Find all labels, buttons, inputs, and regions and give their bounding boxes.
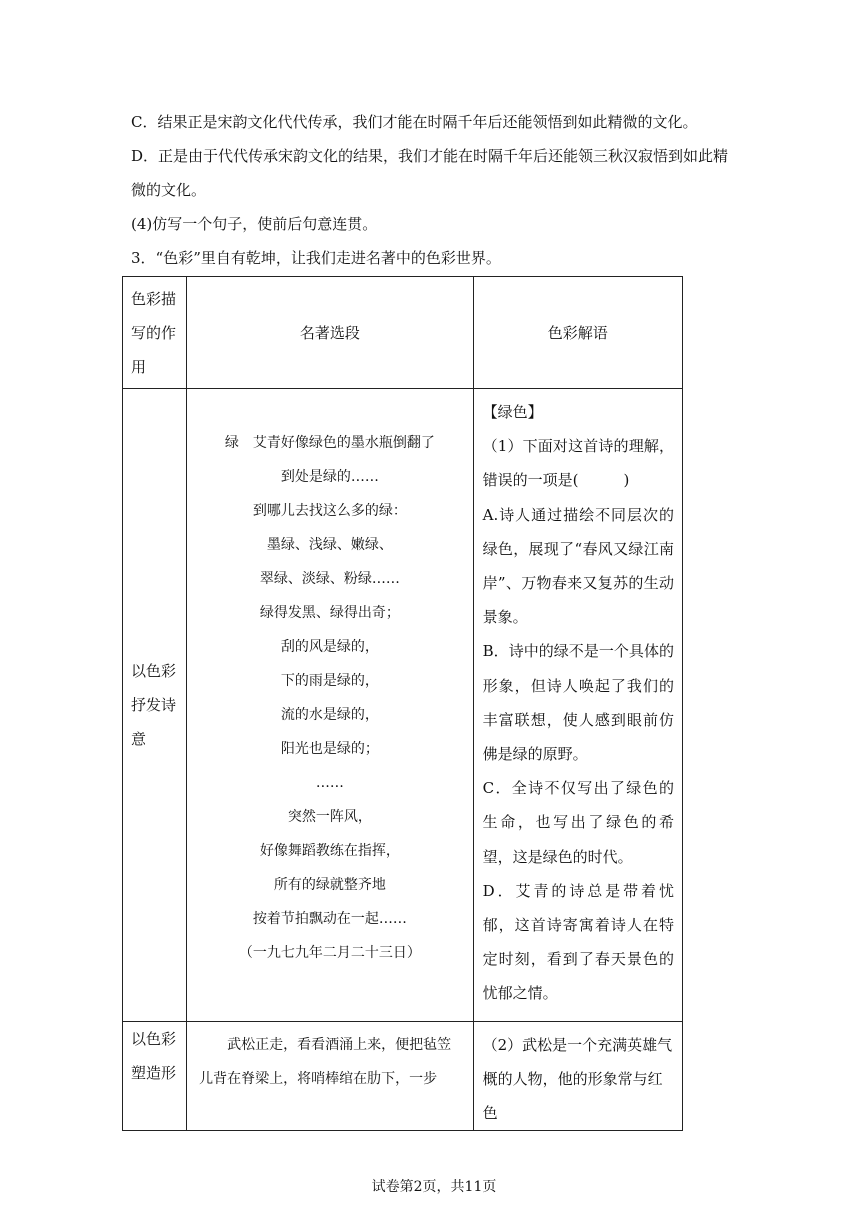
- green-interpretation: [473, 389, 682, 1022]
- poem-line: 流的水是绿的，: [280, 707, 379, 723]
- question-1-option-c: C．全诗不仅写出了绿色的生命，也写出了绿色的希望，这是绿色的时代。: [482, 779, 674, 866]
- header-interpretation: 色彩解语: [473, 277, 682, 389]
- row1-label: [123, 389, 187, 1022]
- poem-line: 到处是绿的……: [280, 469, 379, 485]
- poem-line: 刮的风是绿的，: [280, 639, 379, 655]
- color-analysis-table: [122, 276, 683, 1131]
- header-excerpt: 名著选段: [187, 277, 474, 389]
- poem-line: ……: [315, 775, 344, 791]
- poem-line: 好像舞蹈教练在指挥，: [259, 843, 400, 859]
- poem-line: 到哪儿去找这么多的绿：: [252, 503, 407, 519]
- row1-label-line: 以色彩: [131, 661, 177, 680]
- question-1-option-d: D．艾青的诗总是带着忧郁，这首诗寄寓着诗人在特定时刻，看到了春天景色的忧郁之情。: [482, 881, 674, 1003]
- poem-excerpt: [187, 389, 474, 1022]
- poem-line: 绿得发黑、绿得出奇；: [259, 605, 400, 621]
- header-color-function: [123, 277, 187, 389]
- question-3-text: 3．“色彩”里自有乾坤，让我们走进名著中的色彩世界。: [131, 249, 501, 267]
- question-4-text: (4)仿写一个句子，使前后句意连贯。: [131, 215, 378, 233]
- row2-label-line: 塑造形: [131, 1063, 177, 1082]
- question-1-option-b: B．诗中的绿不是一个具体的形象，但诗人唤起了我们的丰富联想，使人感到眼前仿佛是绿的原野。: [482, 642, 674, 764]
- header-col1-line: 色彩描: [131, 289, 177, 308]
- question-1-option-a: A.诗人通过描绘不同层次的绿色，展现了“春风又绿江南岸”、万物春来又复苏的生动景象。: [482, 505, 674, 627]
- row2-label-line: 以色彩: [131, 1029, 177, 1048]
- row2-label: [123, 1021, 187, 1130]
- poem-line: （一九七九年二月二十三日）: [238, 945, 421, 961]
- table-row-character: [123, 1021, 683, 1130]
- option-c-text: C．结果正是宋韵文化代代传承，我们才能在时隔千年后还能领悟到如此精微的文化。: [131, 113, 698, 131]
- page-footer: 试卷第2页，共11页: [371, 1179, 497, 1195]
- green-title: 【绿色】: [482, 403, 543, 421]
- row1-label-line: 抒发诗: [131, 695, 177, 714]
- question-1-stem: （1）下面对这首诗的理解，错误的一项是( ): [482, 437, 674, 490]
- poem-line: 突然一阵风，: [287, 809, 372, 825]
- option-d-text-line1: D．正是由于代代传承宋韵文化的结果，我们才能在时隔千年后还能领三秋汉寂悟到如此精: [131, 147, 729, 165]
- table-header-row: [123, 277, 683, 389]
- wusong-excerpt: 武松正走，看看酒涌上来，便把毡笠儿背在脊梁上，将哨棒绾在肋下，一步: [187, 1021, 474, 1130]
- poem-line: 所有的绿就整齐地: [273, 877, 386, 893]
- poem-line: 按着节拍飘动在一起……: [252, 911, 407, 927]
- header-col1-line: 写的作: [131, 323, 177, 342]
- row1-label-line: 意: [131, 729, 147, 748]
- poem-line: 阳光也是绿的；: [280, 741, 379, 757]
- poem-line: 翠绿、淡绿、粉绿……: [259, 571, 400, 587]
- poem-line: 墨绿、浅绿、嫩绿、: [266, 537, 393, 553]
- option-d-text-line2: 微的文化。: [131, 181, 207, 199]
- poem-line: 绿 艾青好像绿色的墨水瓶倒翻了: [224, 435, 435, 451]
- question-2-text: （2）武松是一个充满英雄气概的人物，他的形象常与红色: [473, 1021, 682, 1130]
- header-col1-line: 用: [131, 357, 147, 376]
- poem-line: 下的雨是绿的，: [280, 673, 379, 689]
- table-row-poem: [123, 389, 683, 1022]
